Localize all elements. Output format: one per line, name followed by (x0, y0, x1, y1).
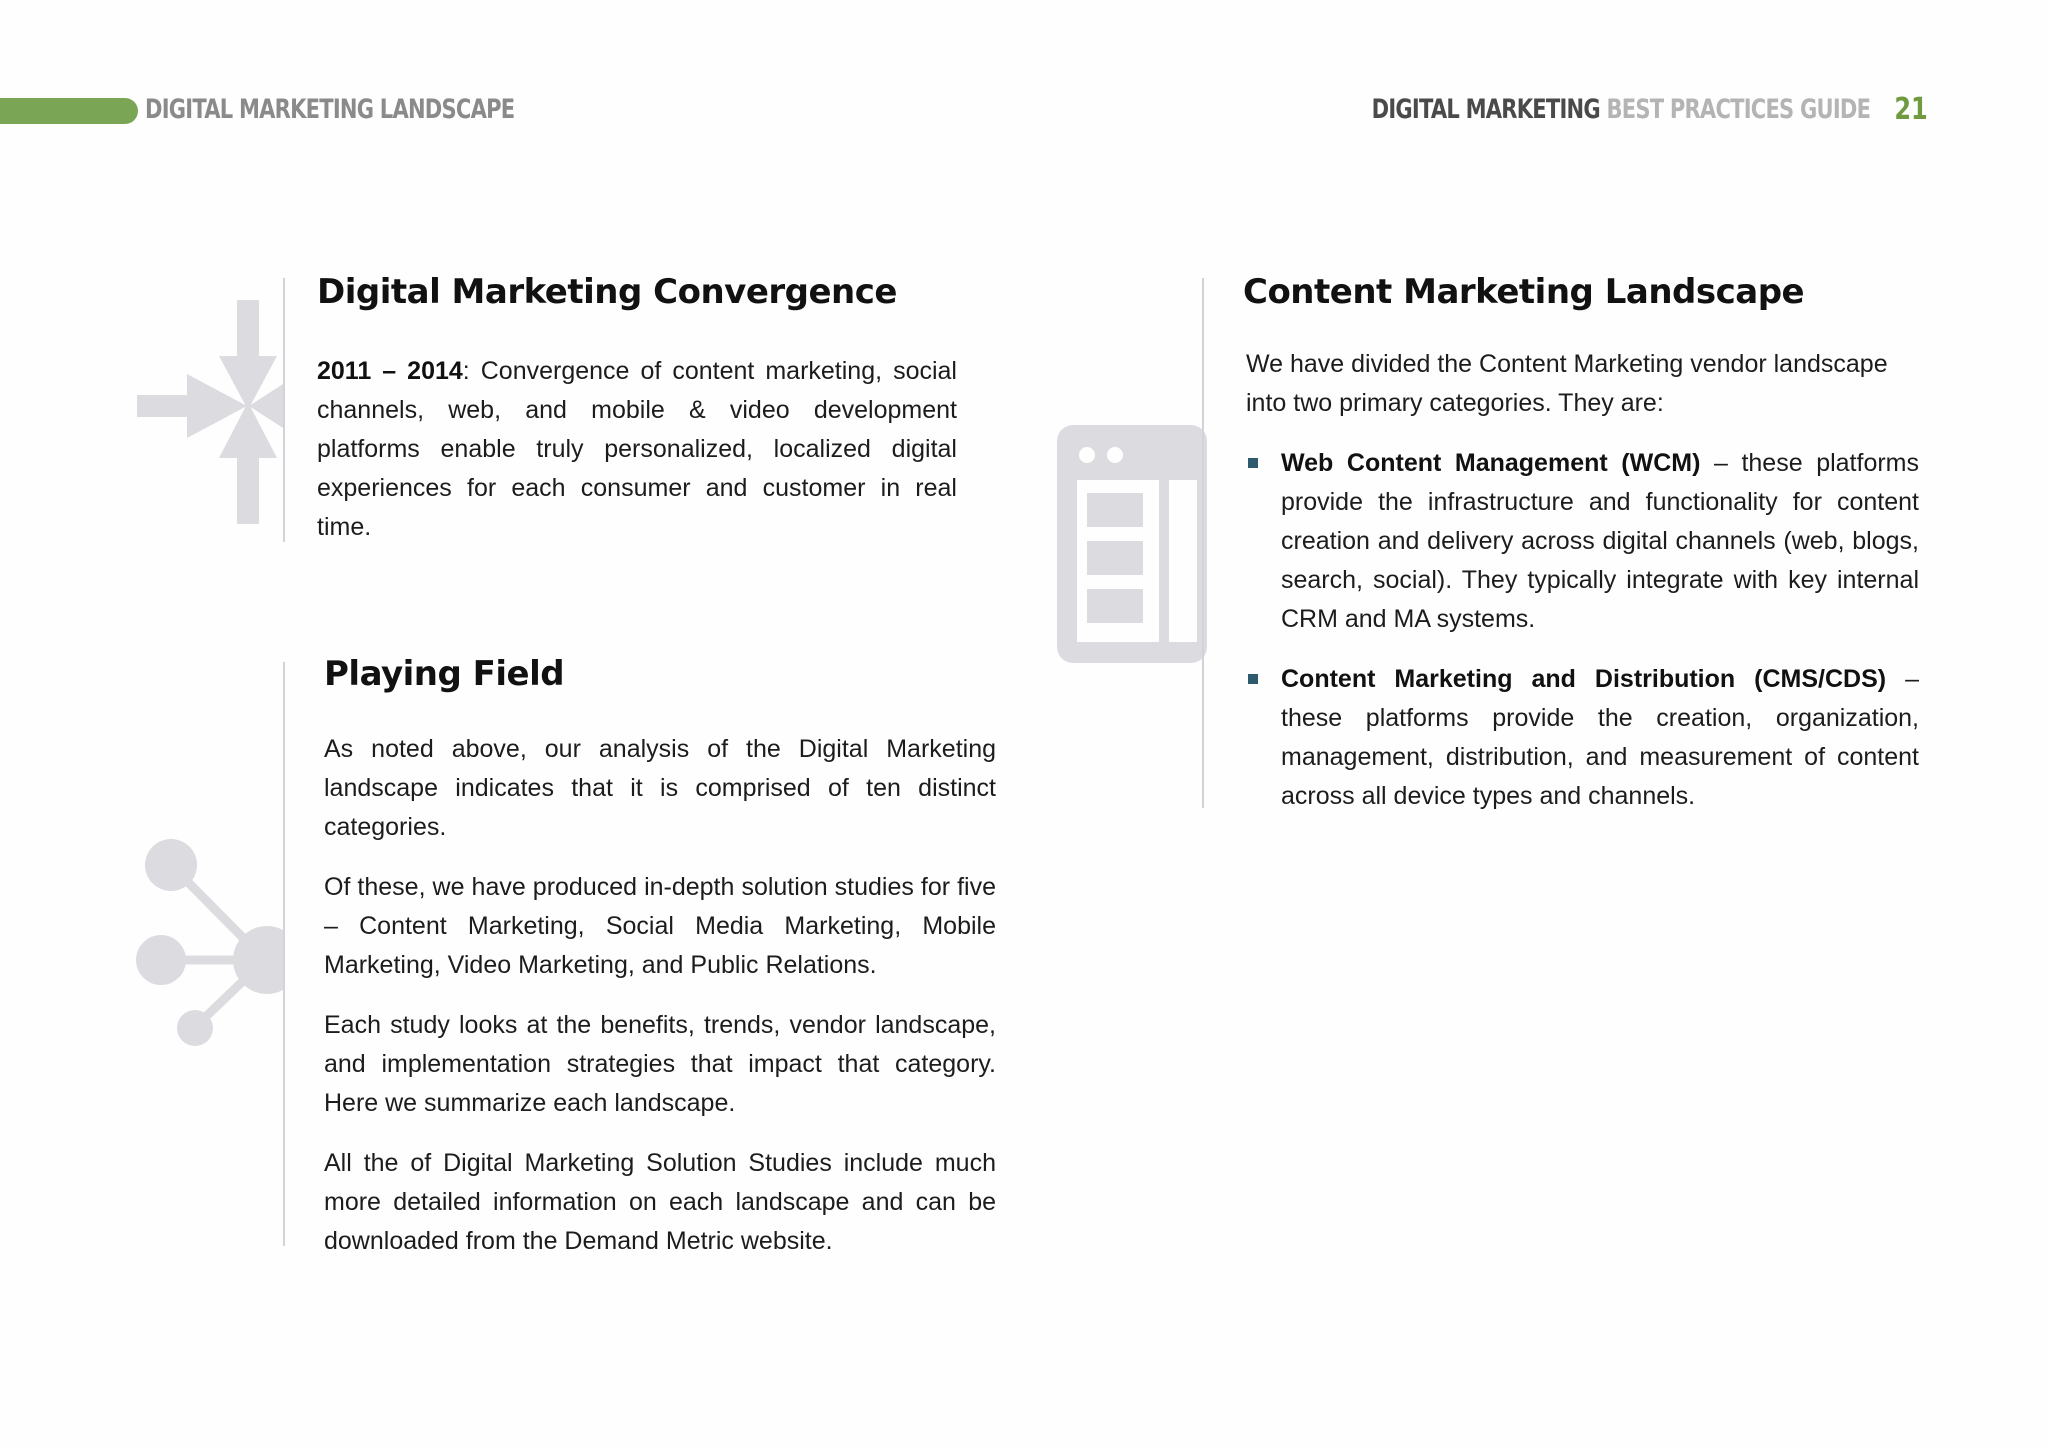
content-marketing-bullet (1281, 660, 1919, 816)
bullet-term: Web Content Management (WCM) (1281, 449, 1701, 477)
network-nodes-icon (135, 835, 285, 1050)
header-accent-bar (0, 98, 138, 124)
bullet-marker (1248, 674, 1258, 684)
page-number: 21 (1894, 92, 1928, 127)
playing-field-body (324, 730, 996, 1261)
bullet-text: – these platforms provide the creation, organization, management, distribution, and measurement of content across all device types and channels. (1281, 665, 1920, 810)
content-marketing-bullet (1281, 444, 1919, 639)
bullet-marker (1248, 458, 1258, 468)
convergence-heading: Digital Marketing Convergence (317, 272, 897, 312)
guide-title-light: BEST PRACTICES GUIDE (1606, 94, 1870, 125)
bullet-text: – these platforms provide the infrastructure and functionality for content creation and delivery across digital channels (web, blogs, search, social). They typically integrate with key internal CRM and MA systems. (1281, 449, 1919, 633)
content-marketing-rule (1202, 278, 1204, 808)
convergence-body: : Convergence of content marketing, social channels, web, and mobile & video development platforms enable truly personalized, localized digital experiences for each consumer and customer in real time. (317, 357, 957, 541)
convergence-text (317, 352, 957, 547)
browser-window-icon (1057, 425, 1207, 665)
playing-field-paragraph: Of these, we have produced in-depth solution studies for five – Content Marketing, Social Media Marketing, Mobile Marketing, Video Marketing, and Public Relations. (324, 873, 996, 979)
playing-field-paragraph: Each study looks at the benefits, trends, vendor landscape, and implementation strategies that impact that category. Here we summarize each landscape. (324, 1011, 996, 1117)
bullet-term: Content Marketing and Distribution (CMS/CDS) (1281, 665, 1887, 693)
section-title: DIGITAL MARKETING LANDSCAPE (145, 94, 515, 125)
content-marketing-heading: Content Marketing Landscape (1243, 272, 1805, 312)
convergence-years: 2011 – 2014 (317, 357, 463, 385)
convergence-rule (283, 278, 285, 542)
guide-title-dark: DIGITAL MARKETING (1371, 94, 1600, 125)
playing-field-heading: Playing Field (324, 654, 565, 694)
guide-title (1371, 94, 1870, 125)
playing-field-rule (283, 662, 285, 1246)
playing-field-paragraph: All the of Digital Marketing Solution Studies include much more detailed information on each landscape and can be downloaded from the Demand Metric website. (324, 1149, 996, 1255)
converging-arrows-icon (135, 298, 285, 528)
content-marketing-intro: We have divided the Content Marketing vendor landscape into two primary categories. They are: (1246, 350, 1888, 417)
playing-field-paragraph: As noted above, our analysis of the Digital Marketing landscape indicates that it is comprised of ten distinct categories. (324, 735, 996, 841)
